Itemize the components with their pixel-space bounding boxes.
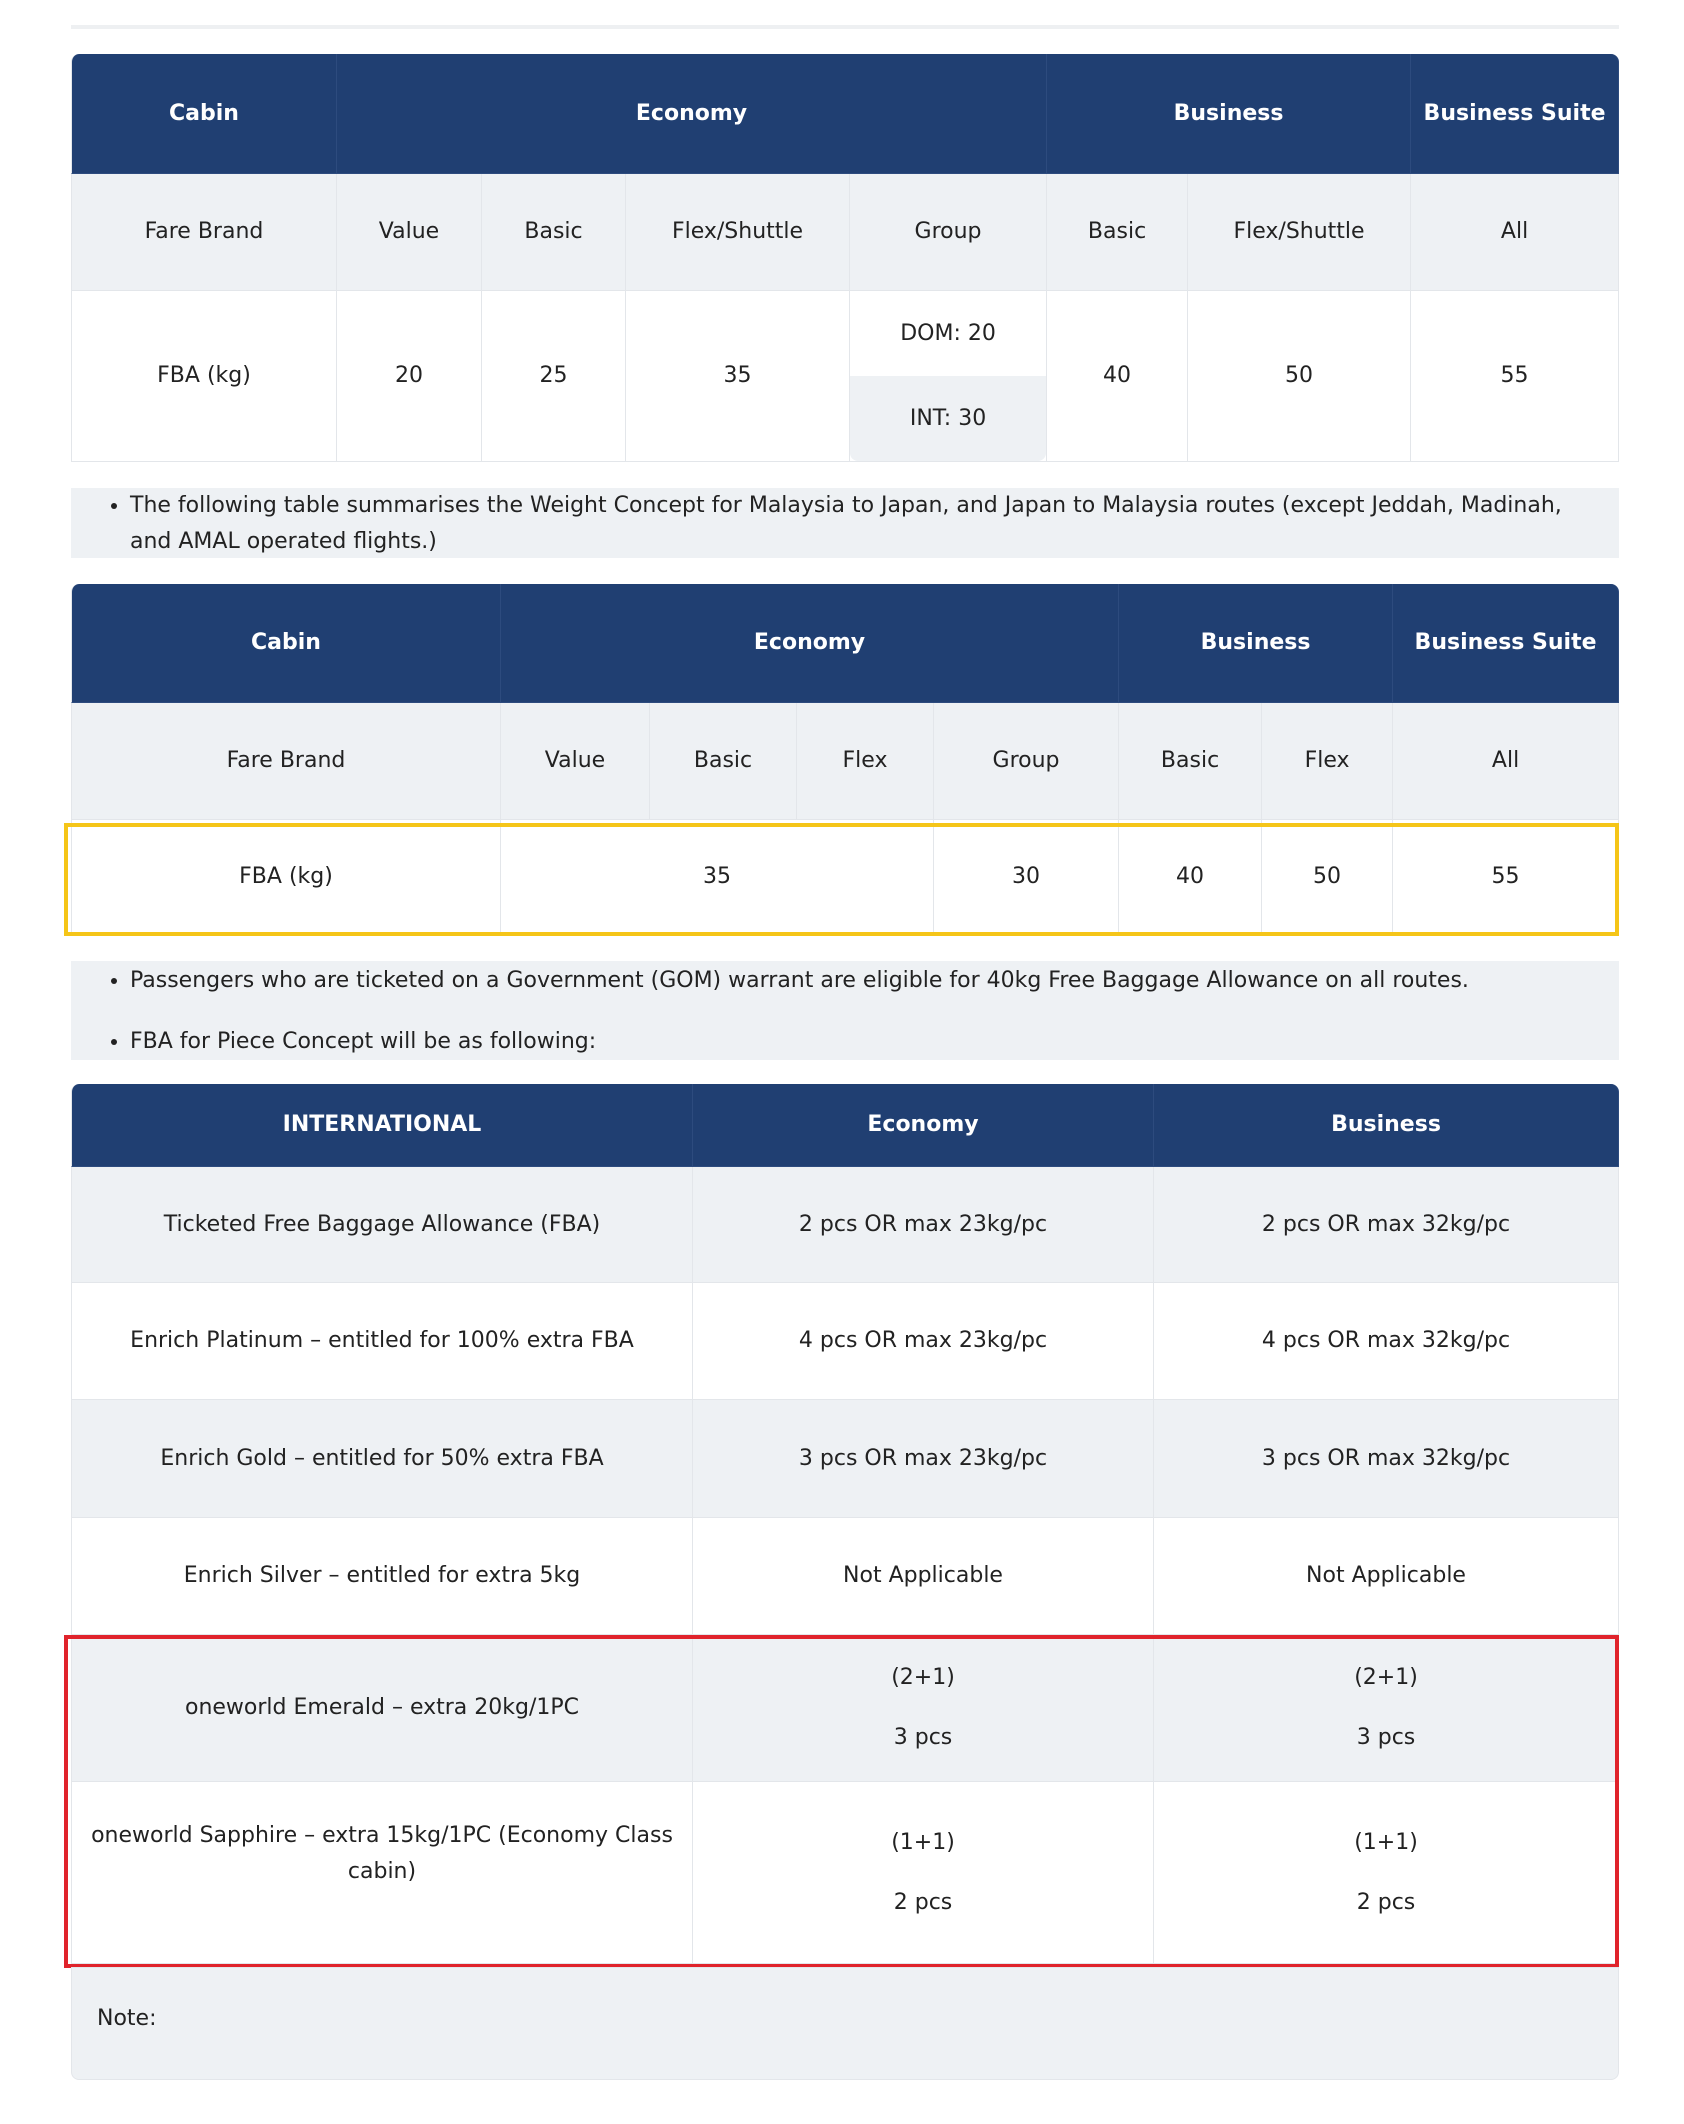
fba-cell: 35 <box>501 820 934 934</box>
piece-concept-table <box>71 1084 1619 1964</box>
row-label: Fare Brand <box>71 703 501 820</box>
fare-brand-cell: Group <box>934 703 1119 820</box>
table-row <box>71 703 1619 820</box>
fare-brand-cell: Group <box>850 174 1047 291</box>
row-label: FBA (kg) <box>71 291 337 462</box>
economy-cell <box>693 1635 1154 1782</box>
fba-cell: 50 <box>1188 291 1411 462</box>
header-economy: Economy <box>693 1084 1154 1167</box>
row-label: Enrich Gold – entitled for 50% extra FBA <box>71 1400 693 1518</box>
economy-cell: 4 pcs OR max 23kg/pc <box>693 1283 1154 1400</box>
row-label: oneworld Emerald – extra 20kg/1PC <box>71 1635 693 1782</box>
fba-cell: 25 <box>482 291 626 462</box>
fare-brand-cell: All <box>1393 703 1619 820</box>
table-row <box>71 1782 1619 1964</box>
info-box <box>71 961 1619 1060</box>
fba-cell: 20 <box>337 291 482 462</box>
table-row <box>71 1518 1619 1635</box>
fare-brand-cell: Basic <box>650 703 797 820</box>
table-row <box>71 1635 1619 1782</box>
table-row <box>71 174 1619 291</box>
row-label: Ticketed Free Baggage Allowance (FBA) <box>71 1167 693 1283</box>
group-dom: DOM: 20 <box>850 291 1046 376</box>
header-business: Business <box>1154 1084 1619 1167</box>
header-economy: Economy <box>501 584 1119 703</box>
economy-cell: Not Applicable <box>693 1518 1154 1635</box>
row-label: Fare Brand <box>71 174 337 291</box>
fare-brand-cell: Value <box>501 703 650 820</box>
bullet-text: • Passengers who are ticketed on a Government (GOM) warrant are eligible for 40kg Free Baggage Allowance on all routes. <box>130 963 1599 999</box>
formula: (1+1) <box>891 1829 955 1855</box>
divider <box>71 25 1619 29</box>
fare-brand-cell: Flex <box>797 703 934 820</box>
bullet-text: • The following table summarises the Weight Concept for Malaysia to Japan, and Japan to Malaysia routes (except Jeddah, Madinah, and AMAL operated flights.) <box>130 488 1599 560</box>
header-cabin: Cabin <box>71 584 501 703</box>
pieces: 2 pcs <box>1356 1889 1416 1915</box>
table-row <box>71 291 1619 462</box>
header-economy: Economy <box>337 54 1047 174</box>
fba-group-cell <box>850 291 1047 462</box>
group-int: INT: 30 <box>850 376 1046 461</box>
table-row <box>71 820 1619 934</box>
economy-cell: 2 pcs OR max 23kg/pc <box>693 1167 1154 1283</box>
economy-cell <box>693 1782 1154 1964</box>
header-business: Business <box>1047 54 1411 174</box>
row-label: Enrich Platinum – entitled for 100% extra FBA <box>71 1283 693 1400</box>
fare-brand-cell: All <box>1411 174 1619 291</box>
fba-cell: 55 <box>1393 820 1619 934</box>
note-box <box>71 1967 1619 2080</box>
table-row <box>71 1167 1619 1283</box>
pieces: 3 pcs <box>1356 1725 1416 1750</box>
business-cell: 3 pcs OR max 32kg/pc <box>1154 1400 1619 1518</box>
header-business-suite: Business Suite <box>1393 584 1619 703</box>
formula: (1+1) <box>1354 1829 1418 1855</box>
row-label: oneworld Sapphire – extra 15kg/1PC (Economy Class cabin) <box>71 1782 693 1964</box>
fba-cell: 50 <box>1262 820 1393 934</box>
header-international: INTERNATIONAL <box>71 1084 693 1167</box>
formula: (2+1) <box>891 1665 955 1690</box>
pieces: 3 pcs <box>893 1725 953 1750</box>
fare-brand-cell: Basic <box>1119 703 1262 820</box>
row-label: FBA (kg) <box>71 820 501 934</box>
business-cell <box>1154 1635 1619 1782</box>
business-cell <box>1154 1782 1619 1964</box>
japan-weight-concept-table <box>71 584 1619 934</box>
fba-cell: 40 <box>1119 820 1262 934</box>
weight-concept-table <box>71 54 1619 462</box>
pieces: 2 pcs <box>893 1889 953 1915</box>
fba-cell: 55 <box>1411 291 1619 462</box>
fare-brand-cell: Value <box>337 174 482 291</box>
table-row <box>71 1400 1619 1518</box>
business-cell: 2 pcs OR max 32kg/pc <box>1154 1167 1619 1283</box>
fba-cell: 30 <box>934 820 1119 934</box>
business-cell: Not Applicable <box>1154 1518 1619 1635</box>
fare-brand-cell: Flex/Shuttle <box>626 174 850 291</box>
header-business: Business <box>1119 584 1393 703</box>
fba-cell: 35 <box>626 291 850 462</box>
header-cabin: Cabin <box>71 54 337 174</box>
row-label: Enrich Silver – entitled for extra 5kg <box>71 1518 693 1635</box>
fba-cell: 40 <box>1047 291 1188 462</box>
header-business-suite: Business Suite <box>1411 54 1619 174</box>
fare-brand-cell: Basic <box>482 174 626 291</box>
business-cell: 4 pcs OR max 32kg/pc <box>1154 1283 1619 1400</box>
formula: (2+1) <box>1354 1665 1418 1690</box>
economy-cell: 3 pcs OR max 23kg/pc <box>693 1400 1154 1518</box>
fare-brand-cell: Flex/Shuttle <box>1188 174 1411 291</box>
bullet-text: • FBA for Piece Concept will be as following: <box>130 1024 1599 1060</box>
fare-brand-cell: Basic <box>1047 174 1188 291</box>
note-label: Note: <box>97 2006 157 2031</box>
info-box <box>71 488 1619 558</box>
fare-brand-cell: Flex <box>1262 703 1393 820</box>
table-row <box>71 1283 1619 1400</box>
